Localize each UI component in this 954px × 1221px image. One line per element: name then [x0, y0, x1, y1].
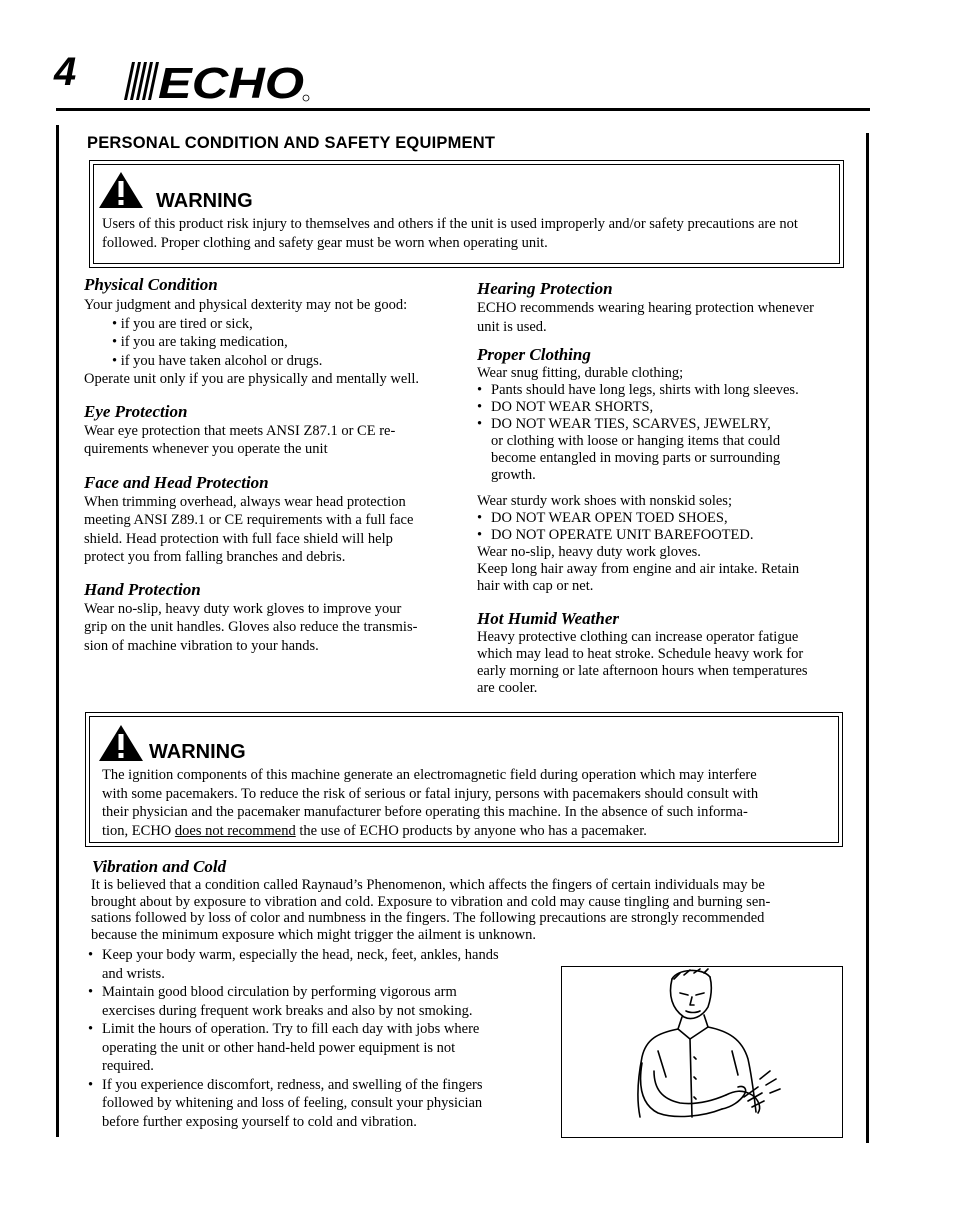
- warning-text-line: [102, 822, 832, 841]
- intro-line: It is believed that a condition called Raynaud’s Phenomenon, which affects the fingers of certain individuals may be: [91, 877, 765, 893]
- face-head-protection-line: shield. Head protection with full face shield will help: [84, 530, 393, 547]
- face-head-protection-heading: Face and Head Protection: [84, 472, 269, 492]
- shoes-list: [477, 510, 847, 544]
- hearing-protection-line: ECHO recommends wearing hearing protection whenever: [477, 300, 815, 316]
- list-item-line: and wrists.: [102, 965, 165, 982]
- list-item: • DO NOT OPERATE UNIT BAREFOOTED.: [477, 527, 847, 544]
- list-item-line: before further exposing yourself to cold and vibration.: [102, 1113, 417, 1130]
- list-item-line: • Maintain good blood circulation by performing vigorous arm: [102, 984, 457, 1000]
- list-item-line: growth.: [491, 467, 536, 483]
- hearing-protection-heading: Hearing Protection: [477, 279, 613, 298]
- echo-logo: [118, 60, 312, 102]
- list-item: • if you are taking medication,: [112, 334, 288, 350]
- face-head-protection-line: When trimming overhead, always wear head protection: [84, 493, 406, 510]
- logo-text: ECHO: [158, 60, 304, 102]
- illustration-frame: [561, 966, 843, 1138]
- hot-humid-weather-line: Heavy protective clothing can increase operator fatigue: [477, 629, 799, 645]
- list-item: [88, 1020, 548, 1076]
- man-rubbing-hands-illustration: [562, 967, 842, 1137]
- warning-triangle-icon: [98, 171, 144, 209]
- list-item: • DO NOT WEAR SHORTS,: [477, 399, 847, 416]
- list-item-line: or clothing with loose or hanging items that could: [491, 433, 781, 449]
- list-item-line: operating the unit or other hand-held power equipment is not: [102, 1039, 456, 1056]
- physical-condition-list: [84, 315, 454, 371]
- list-item-line: • If you experience discomfort, redness, and swelling of the fingers: [102, 1076, 483, 1093]
- face-head-protection-line: meeting ANSI Z89.1 or CE requirements with a full face: [84, 512, 414, 528]
- warning-title-1: WARNING: [156, 190, 253, 212]
- warning-text-line: their physician and the pacemaker manufacturer before operating this machine. In the absence of such informa-: [102, 804, 748, 820]
- list-item: [477, 416, 847, 484]
- gloves-text: Wear no-slip, heavy duty work gloves.: [477, 544, 701, 560]
- eye-protection-heading: Eye Protection: [84, 401, 188, 421]
- hot-humid-weather-line: are cooler.: [477, 680, 538, 696]
- page-number: 4: [54, 50, 77, 94]
- warning-triangle-icon: [98, 724, 144, 762]
- hot-humid-weather-heading: Hot Humid Weather: [477, 609, 620, 628]
- eye-protection-line: quirements whenever you operate the unit: [84, 441, 328, 457]
- list-item: [88, 946, 548, 983]
- intro-line: because the minimum exposure which might trigger the ailment is unknown.: [91, 926, 536, 943]
- eye-protection-line: Wear eye protection that meets ANSI Z87.1 or CE re-: [84, 422, 396, 439]
- proper-clothing-intro: Wear snug fitting, durable clothing;: [477, 365, 684, 381]
- right-column: [477, 279, 847, 697]
- proper-clothing-list: [477, 382, 847, 484]
- warning-title-2: WARNING: [149, 741, 246, 763]
- hair-text-line: Keep long hair away from engine and air intake. Retain: [477, 561, 800, 577]
- warning-text-2: [102, 766, 832, 840]
- physical-condition-intro: Your judgment and physical dexterity may not be good:: [84, 297, 408, 313]
- section-title: PERSONAL CONDITION AND SAFETY EQUIPMENT: [87, 134, 496, 152]
- list-item-line: become entangled in moving parts or surrounding: [491, 450, 781, 466]
- list-item-line: required.: [102, 1058, 154, 1074]
- list-item: • if you are tired or sick,: [112, 315, 253, 332]
- underlined-phrase: does not recommend: [174, 822, 296, 839]
- list-item-line: • Keep your body warm, especially the head, neck, feet, ankles, hands: [102, 947, 499, 963]
- hearing-protection-line: unit is used.: [477, 318, 547, 335]
- warning-text-line: The ignition components of this machine generate an electromagnetic field during operation which may interfere: [102, 767, 757, 783]
- list-item: • Pants should have long legs, shirts with long sleeves.: [477, 382, 847, 399]
- vibration-cold-intro: [91, 877, 851, 943]
- warning-text-1: Users of this product risk injury to themselves and others if the unit is used improperly and/or safety precautions are not followed. Proper clothing and safety gear must be worn when operating unit.: [102, 216, 798, 251]
- warning-box-1: [89, 160, 844, 268]
- hair-text-line: hair with cap or net.: [477, 578, 594, 594]
- right-margin-rule: [866, 133, 869, 1143]
- list-item-line: followed by whitening and loss of feeling, consult your physician: [102, 1095, 483, 1111]
- physical-condition-outro: Operate unit only if you are physically and mentally well.: [84, 371, 420, 387]
- warning-text-line: with some pacemakers. To reduce the risk of serious or fatal injury, persons with pacemakers should consult with: [102, 785, 759, 802]
- left-column: [84, 275, 454, 655]
- warning-text-segment: tion, ECHO: [102, 822, 175, 839]
- list-item-line: exercises during frequent work breaks and also by not smoking.: [102, 1002, 473, 1019]
- vibration-cold-heading: Vibration and Cold: [92, 857, 227, 876]
- header-rule: [56, 108, 870, 111]
- hand-protection-line: Wear no-slip, heavy duty work gloves to improve your: [84, 600, 402, 617]
- vibration-cold-heading-wrap: [92, 857, 226, 877]
- intro-line: sations followed by loss of color and numbness in the fingers. The following precautions are strongly recommended: [91, 910, 765, 926]
- warning-box-2: [85, 712, 843, 847]
- intro-line: brought about by exposure to vibration and cold. Exposure to vibration and cold may cause tingling and burning sen-: [91, 893, 771, 910]
- list-item-line: • Limit the hours of operation. Try to fill each day with jobs where: [102, 1021, 480, 1037]
- hand-protection-line: grip on the unit handles. Gloves also reduce the transmis-: [84, 619, 418, 635]
- warning-text-segment: the use of ECHO products by anyone who has a pacemaker.: [295, 822, 647, 839]
- shoes-intro: Wear sturdy work shoes with nonskid soles;: [477, 493, 732, 509]
- hot-humid-weather-line: which may lead to heat stroke. Schedule heavy work for: [477, 646, 804, 662]
- list-item: • if you have taken alcohol or drugs.: [112, 352, 323, 369]
- list-item-line: • DO NOT WEAR TIES, SCARVES, JEWELRY,: [491, 416, 771, 432]
- hand-protection-line: sion of machine vibration to your hands.: [84, 637, 319, 654]
- hand-protection-heading: Hand Protection: [84, 579, 201, 599]
- left-margin-rule: [56, 125, 59, 1137]
- list-item: [88, 983, 548, 1020]
- proper-clothing-heading: Proper Clothing: [477, 345, 591, 364]
- hot-humid-weather-line: early morning or late afternoon hours when temperatures: [477, 663, 808, 679]
- physical-condition-heading: Physical Condition: [84, 275, 218, 294]
- vibration-cold-list: [88, 946, 548, 1131]
- face-head-protection-line: protect you from falling branches and debris.: [84, 549, 346, 565]
- list-item: • DO NOT WEAR OPEN TOED SHOES,: [477, 510, 847, 527]
- list-item: [88, 1076, 548, 1132]
